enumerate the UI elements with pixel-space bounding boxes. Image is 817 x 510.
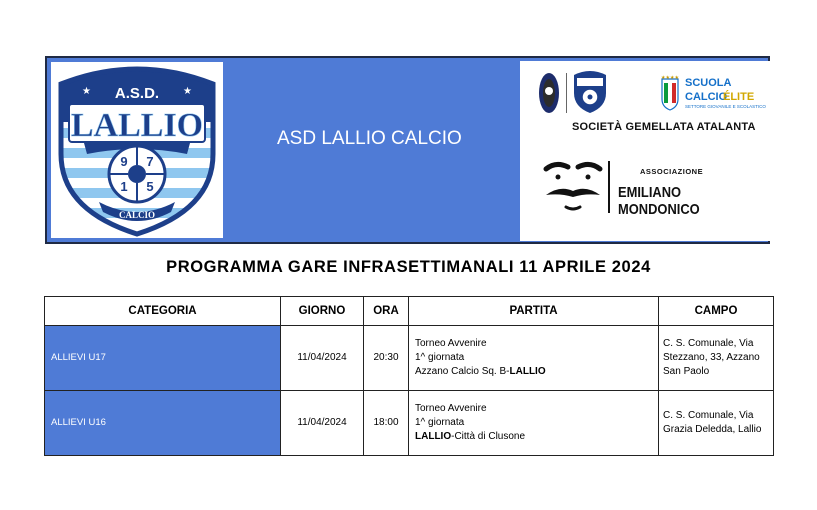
col-header-campo: CAMPO — [659, 297, 774, 326]
match-home-team: Azzano Calcio Sq. B- — [415, 366, 510, 377]
svg-text:★: ★ — [82, 86, 91, 97]
match-giornata: 1^ giornata — [415, 352, 465, 363]
svg-text:★★★★: ★★★★ — [661, 75, 679, 81]
partner-logos — [520, 61, 770, 241]
figc-shield-icon — [660, 75, 680, 111]
club-logo — [51, 62, 223, 238]
mondonico-face-icon — [542, 159, 604, 217]
svg-text:7: 7 — [146, 154, 154, 169]
svg-text:★: ★ — [183, 86, 192, 97]
scuola-calcio-elite-logo — [660, 73, 770, 113]
cell-giorno: 11/04/2024 — [281, 391, 364, 456]
cell-ora: 20:30 — [364, 326, 409, 391]
partner-divider — [566, 73, 567, 113]
svg-text:LALLIO: LALLIO — [70, 107, 204, 144]
table-row — [45, 326, 774, 391]
svg-text:A.S.D.: A.S.D. — [114, 85, 160, 102]
assoc-name: EMILIANO MONDONICO — [618, 184, 700, 218]
match-teams — [415, 365, 654, 379]
svg-text:9: 9 — [120, 154, 128, 169]
table-header-row — [45, 297, 774, 326]
cell-partita — [409, 326, 659, 391]
match-schedule-table — [44, 296, 774, 456]
match-torneo: Torneo Avvenire — [415, 403, 487, 414]
col-header-giorno: GIORNO — [281, 297, 364, 326]
match-away-team: LALLIO — [509, 366, 546, 377]
scuola-line2: CALCIO — [685, 91, 728, 103]
cell-giorno: 11/04/2024 — [281, 326, 364, 391]
scuola-line1: SCUOLA — [685, 77, 732, 89]
match-torneo: Torneo Avvenire — [415, 338, 487, 349]
scuola-sub: SETTORE GIOVANILE E SCOLASTICO — [685, 104, 766, 109]
cell-ora: 18:00 — [364, 391, 409, 456]
match-away-team: -Città di Clusone — [451, 431, 526, 442]
match-teams — [415, 430, 654, 444]
svg-text:5: 5 — [146, 179, 154, 194]
cell-campo: C. S. Comunale, Via Stezzano, 33, Azzano San Paolo — [659, 326, 774, 391]
club-title: ASD LALLIO CALCIO — [277, 128, 462, 149]
col-header-categoria: CATEGORIA — [45, 297, 281, 326]
lallio-shield-logo — [51, 62, 223, 238]
header-banner — [45, 56, 770, 244]
assoc-divider — [608, 161, 610, 213]
match-giornata: 1^ giornata — [415, 417, 465, 428]
cell-categoria: ALLIEVI U16 — [45, 391, 281, 456]
cell-categoria: ALLIEVI U17 — [45, 326, 281, 391]
page-heading: PROGRAMMA GARE INFRASETTIMANALI 11 APRILE 2024 — [166, 258, 651, 276]
assoc-label: ASSOCIAZIONE — [640, 167, 704, 176]
svg-text:1: 1 — [120, 179, 128, 194]
col-header-partita: PARTITA — [409, 297, 659, 326]
cell-partita — [409, 391, 659, 456]
atalanta-crest-icon — [538, 71, 560, 115]
svg-text:CALCIO: CALCIO — [118, 210, 156, 220]
atalanta-twin-text: SOCIETÀ GEMELLATA ATALANTA — [572, 121, 756, 133]
scuola-elite: ÉLITE — [723, 91, 755, 103]
lallio-mini-crest-icon — [572, 69, 608, 115]
match-home-team: LALLIO — [415, 431, 452, 442]
table-row — [45, 391, 774, 456]
cell-campo: C. S. Comunale, Via Grazia Deledda, Lallio — [659, 391, 774, 456]
col-header-ora: ORA — [364, 297, 409, 326]
